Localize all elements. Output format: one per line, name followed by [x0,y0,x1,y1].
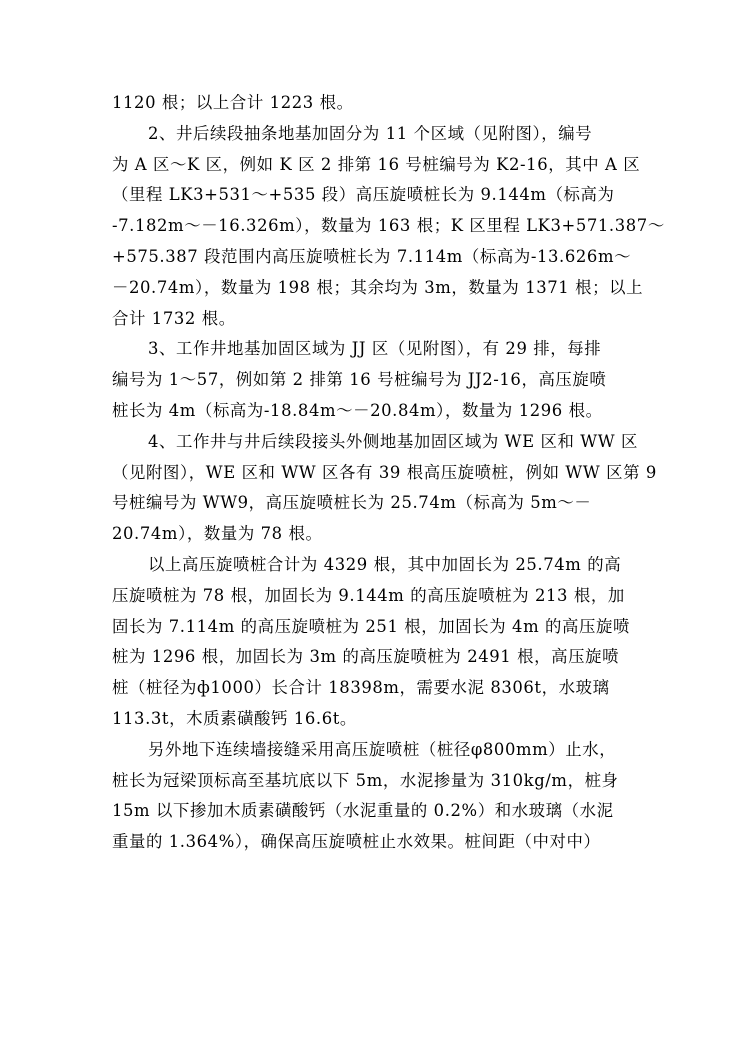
text-line: 桩（桩径为ф1000）长合计 18398m，需要水泥 8306t，水玻璃 [112,678,610,698]
paragraph-start-line: 4、工作井与井后续段接头外侧地基加固区域为 WE 区和 WW 区 [148,431,638,451]
text-line: （里程 LK3+531～+535 段）高压旋喷桩长为 9.144m（标高为 [112,185,615,205]
text-line: 编号为 1～57，例如第 2 排第 16 号桩编号为 JJ2-16，高压旋喷 [112,370,607,390]
text-line: 20.74m），数量为 78 根。 [112,524,323,544]
text-line: +575.387 段范围内高压旋喷桩长为 7.114m（标高为-13.626m～ [112,246,632,266]
text-line: 15m 以下掺加木质素磺酸钙（水泥重量的 0.2%）和水玻璃（水泥 [112,801,614,821]
text-line: -7.182m～－16.326m），数量为 163 根；K 区里程 LK3+571.387～ [112,216,665,236]
paragraph-start-line: 另外地下连续墙接缝采用高压旋喷桩（桩径φ800mm）止水， [148,739,617,759]
text-line: （见附图），WE 区和 WW 区各有 39 根高压旋喷桩，例如 WW 区第 9 [112,462,657,482]
text-line: 合计 1732 根。 [112,308,236,328]
text-line: 重量的 1.364%），确保高压旋喷桩止水效果。桩间距（中对中） [112,832,601,852]
text-line: 固长为 7.114m 的高压旋喷桩为 251 根，加固长为 4m 的高压旋喷 [112,616,630,636]
paragraph-start-line: 以上高压旋喷桩合计为 4329 根，其中加固长为 25.74m 的高 [148,554,622,574]
paragraph-start-line: 3、工作井地基加固区域为 JJ 区（见附图），有 29 排，每排 [148,339,602,359]
text-line: －20.74m），数量为 198 根；其余均为 3m，数量为 1371 根；以上 [112,277,644,297]
text-line: 1120 根；以上合计 1223 根。 [112,93,354,112]
text-line: 桩长为 4m（标高为-18.84m～－20.84m），数量为 1296 根。 [112,400,603,420]
paragraph-start-line: 2、井后续段抽条地基加固分为 11 个区域（见附图），编号 [148,123,593,143]
text-line: 桩为 1296 根，加固长为 3m 的高压旋喷桩为 2491 根，高压旋喷 [112,647,620,667]
text-line: 为 A 区～K 区，例如 K 区 2 排第 16 号桩编号为 K2-16，其中 A 区 [112,154,641,174]
text-line: 号桩编号为 WW9，高压旋喷桩长为 25.74m（标高为 5m～－ [112,493,592,513]
text-line: 113.3t，木质素磺酸钙 16.6t。 [112,708,357,728]
document-body [112,88,665,858]
text-line: 压旋喷桩为 78 根，加固长为 9.144m 的高压旋喷桩为 213 根，加 [112,585,625,605]
text-line: 桩长为冠梁顶标高至基坑底以下 5m，水泥掺量为 310kg/m，桩身 [112,770,619,790]
